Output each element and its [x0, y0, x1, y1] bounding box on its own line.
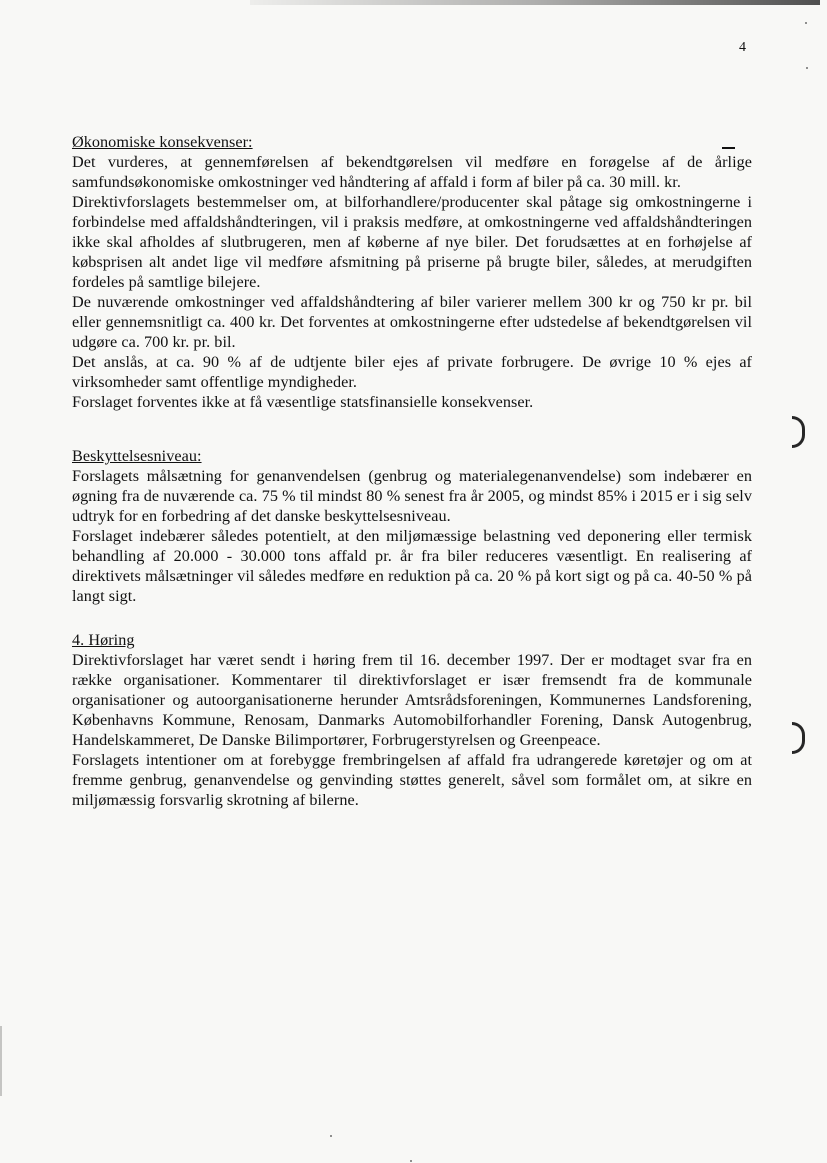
paragraph: Forslagets intentioner om at forebygge frembringelsen af affald fra udrangerede køretøjer og om at fremme genbrug, genanvendelse og genvinding støttes generelt, såvel som formålet om, at sikre en miljømæssig forsvarlig skrotning af bilerne. — [72, 751, 752, 809]
section-spacing — [72, 412, 752, 446]
punch-hole-mark-upper — [792, 416, 805, 448]
punch-hole-mark-lower — [792, 722, 805, 754]
section-heading: Beskyttelsesniveau: — [72, 447, 202, 465]
scan-speck — [805, 22, 807, 24]
scan-left-edge-mark — [0, 1026, 2, 1096]
section-spacing — [72, 606, 752, 630]
economic-consequences-section — [72, 132, 752, 412]
paragraph: Forslagets målsætning for genanvendelsen (genbrug og materialegenanvendelse) som indebærer en øgning fra de nuværende ca. 75 % til mindst 80 % senest fra år 2005, og mindst 85% i 2015 er i sig selv udtryk for en forbedring af det danske beskyttelsesniveau. — [72, 467, 752, 525]
scan-edge-line — [250, 0, 820, 5]
scan-speck — [806, 67, 808, 69]
paragraph: Forslaget indebærer således potentielt, at den miljømæssige belastning ved deponering eller termisk behandling af 20.000 - 30.000 tons affald pr. år fra biler reduceres væsentligt. En realisering af direktivets målsætninger vil således medføre en reduktion på ca. 20 % på kort sigt og på ca. 40-50 % på langt sigt. — [72, 527, 752, 605]
page-number: 4 — [739, 40, 746, 55]
scan-speck — [410, 1160, 412, 1162]
document-body — [72, 132, 752, 810]
paragraph: Forslaget forventes ikke at få væsentlige statsfinansielle konsekvenser. — [72, 393, 534, 411]
paragraph: Det vurderes, at gennemførelsen af bekendtgørelsen vil medføre en forøgelse af de årlige samfundsøkonomiske omkostninger ved håndtering af affald i form af biler på ca. 30 mill. kr. — [72, 153, 752, 191]
protection-level-section — [72, 446, 752, 606]
paragraph: De nuværende omkostninger ved affaldshåndtering af biler varierer mellem 300 kr og 750 kr pr. bil eller gennemsnitligt ca. 400 kr. Det forventes at omkostningerne efter udstedelse af bekendtgørelsen vil udgøre ca. 700 kr. pr. bil. — [72, 293, 752, 351]
section-heading: 4. Høring — [72, 631, 135, 649]
paragraph: Direktivforslagets bestemmelser om, at bilforhandlere/producenter skal påtage sig omkostningerne i forbindelse med affaldshåndteringen, vil i praksis medføre, at omkostningerne ved affaldshåndteringen ikke skal afholdes af slutbrugeren, men af køberne af nye biler. Det forudsættes at en forhøjelse af købsprisen alt andet lige vil medføre afsmitning på priserne på brugte biler, således, at merudgiften fordeles på samtlige bilejere. — [72, 193, 752, 291]
hearing-section — [72, 630, 752, 810]
scan-speck — [330, 1135, 332, 1137]
paragraph: Det anslås, at ca. 90 % af de udtjente biler ejes af private forbrugere. De øvrige 10 % ejes af virksomheder samt offentlige myndigheder. — [72, 353, 752, 391]
paragraph: Direktivforslaget har været sendt i høring frem til 16. december 1997. Der er modtaget svar fra en række organisationer. Kommentarer til direktivforslaget er især fremsendt fra de kommunale organisationer og autoorganisationerne herunder Amtsrådsforeningen, Kommunernes Landsforening, Københavns Kommune, Renosam, Danmarks Automobilforhandler Forening, Dansk Autogenbrug, Handelskammeret, De Danske Bilimportører, Forbrugerstyrelsen og Greenpeace. — [72, 651, 752, 749]
section-heading: Økonomiske konsekvenser: — [72, 133, 253, 151]
